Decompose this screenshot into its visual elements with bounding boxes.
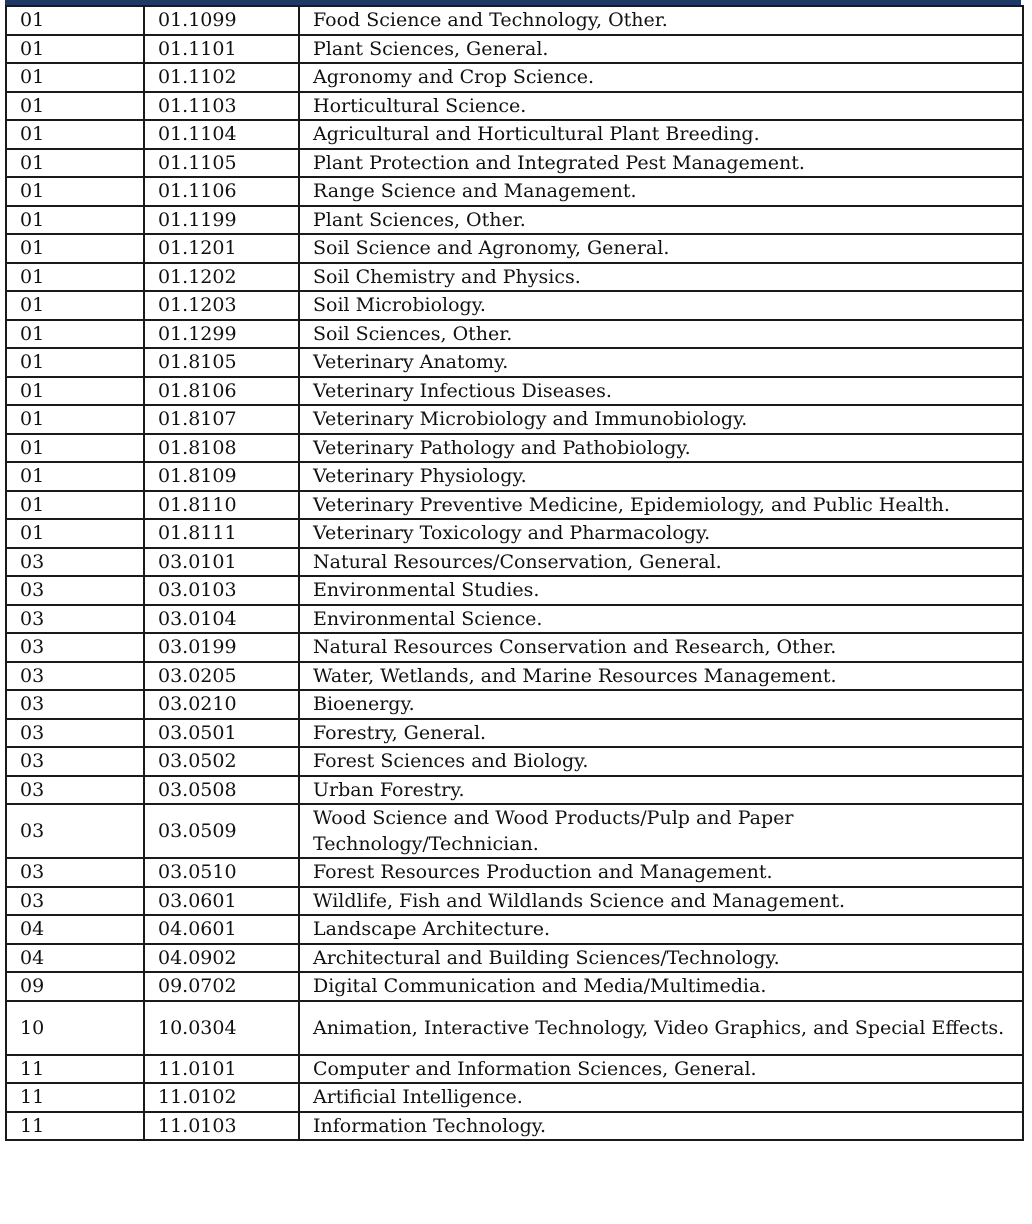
table-row [6, 690, 1023, 719]
program-title-cell: Forestry, General. [299, 719, 1023, 748]
cip-code-cell: 01.8108 [144, 434, 299, 463]
series-cell: 03 [6, 548, 144, 577]
program-title-cell: Computer and Information Sciences, General. [299, 1055, 1023, 1084]
cip-code-cell: 01.1106 [144, 177, 299, 206]
table-row [6, 234, 1023, 263]
series-cell: 01 [6, 263, 144, 292]
series-cell: 03 [6, 719, 144, 748]
series-cell: 03 [6, 858, 144, 887]
cip-code-cell: 03.0510 [144, 858, 299, 887]
cip-code-cell: 01.8111 [144, 519, 299, 548]
series-cell: 03 [6, 605, 144, 634]
program-title-cell: Animation, Interactive Technology, Video Graphics, and Special Effects. [299, 1001, 1023, 1055]
cip-code-cell: 01.1199 [144, 206, 299, 235]
cip-code-cell: 04.0902 [144, 944, 299, 973]
series-cell: 03 [6, 804, 144, 858]
cip-code-cell: 01.1103 [144, 92, 299, 121]
program-title-cell: Agronomy and Crop Science. [299, 63, 1023, 92]
series-cell: 01 [6, 92, 144, 121]
cip-code-cell: 01.1104 [144, 120, 299, 149]
cip-code-cell: 11.0102 [144, 1083, 299, 1112]
table-row [6, 804, 1023, 858]
table-row [6, 605, 1023, 634]
table-row [6, 6, 1023, 35]
program-title-cell: Forest Resources Production and Management. [299, 858, 1023, 887]
program-title-cell: Urban Forestry. [299, 776, 1023, 805]
program-title-cell: Natural Resources Conservation and Research, Other. [299, 633, 1023, 662]
series-cell: 11 [6, 1083, 144, 1112]
program-title-cell: Agricultural and Horticultural Plant Breeding. [299, 120, 1023, 149]
series-cell: 03 [6, 776, 144, 805]
program-title-cell: Forest Sciences and Biology. [299, 747, 1023, 776]
table-row [6, 887, 1023, 916]
cip-code-cell: 03.0104 [144, 605, 299, 634]
program-title-cell: Wood Science and Wood Products/Pulp and Paper Technology/Technician. [299, 804, 1023, 858]
cip-code-table [5, 5, 1024, 1141]
table-row [6, 63, 1023, 92]
table-row [6, 747, 1023, 776]
table-row [6, 548, 1023, 577]
program-title-cell: Plant Sciences, Other. [299, 206, 1023, 235]
cip-code-cell: 03.0205 [144, 662, 299, 691]
program-title-cell: Artificial Intelligence. [299, 1083, 1023, 1112]
program-title-cell: Information Technology. [299, 1112, 1023, 1141]
series-cell: 10 [6, 1001, 144, 1055]
table-row [6, 405, 1023, 434]
table-row [6, 462, 1023, 491]
table-row [6, 320, 1023, 349]
cip-code-cell: 01.1202 [144, 263, 299, 292]
cip-code-cell: 01.1105 [144, 149, 299, 178]
cip-code-cell: 03.0508 [144, 776, 299, 805]
series-cell: 01 [6, 177, 144, 206]
program-title-cell: Soil Chemistry and Physics. [299, 263, 1023, 292]
table-row [6, 1112, 1023, 1141]
cip-code-cell: 01.8109 [144, 462, 299, 491]
table-row [6, 35, 1023, 64]
program-title-cell: Environmental Science. [299, 605, 1023, 634]
program-title-cell: Natural Resources/Conservation, General. [299, 548, 1023, 577]
table-row [6, 858, 1023, 887]
program-title-cell: Veterinary Toxicology and Pharmacology. [299, 519, 1023, 548]
table-row [6, 662, 1023, 691]
series-cell: 03 [6, 633, 144, 662]
cip-code-cell: 01.1299 [144, 320, 299, 349]
cip-code-cell: 01.1203 [144, 291, 299, 320]
series-cell: 03 [6, 887, 144, 916]
series-cell: 01 [6, 434, 144, 463]
series-cell: 04 [6, 944, 144, 973]
series-cell: 01 [6, 63, 144, 92]
series-cell: 01 [6, 291, 144, 320]
cip-code-cell: 03.0101 [144, 548, 299, 577]
series-cell: 01 [6, 234, 144, 263]
series-cell: 01 [6, 120, 144, 149]
cip-code-cell: 01.1101 [144, 35, 299, 64]
series-cell: 01 [6, 149, 144, 178]
series-cell: 03 [6, 690, 144, 719]
program-title-cell: Veterinary Microbiology and Immunobiology. [299, 405, 1023, 434]
cip-code-cell: 01.1102 [144, 63, 299, 92]
series-cell: 01 [6, 405, 144, 434]
table-row [6, 633, 1023, 662]
cip-code-cell: 11.0101 [144, 1055, 299, 1084]
program-title-cell: Soil Science and Agronomy, General. [299, 234, 1023, 263]
program-title-cell: Plant Sciences, General. [299, 35, 1023, 64]
series-cell: 11 [6, 1055, 144, 1084]
program-title-cell: Veterinary Infectious Diseases. [299, 377, 1023, 406]
program-title-cell: Veterinary Pathology and Pathobiology. [299, 434, 1023, 463]
program-title-cell: Digital Communication and Media/Multimedia. [299, 972, 1023, 1001]
program-title-cell: Environmental Studies. [299, 576, 1023, 605]
table-body [6, 6, 1023, 1140]
table-row [6, 519, 1023, 548]
cip-code-cell: 01.8107 [144, 405, 299, 434]
cip-code-cell: 03.0210 [144, 690, 299, 719]
table-row [6, 576, 1023, 605]
table-row [6, 177, 1023, 206]
cip-code-cell: 03.0501 [144, 719, 299, 748]
series-cell: 03 [6, 747, 144, 776]
series-cell: 01 [6, 348, 144, 377]
series-cell: 11 [6, 1112, 144, 1141]
program-title-cell: Veterinary Anatomy. [299, 348, 1023, 377]
table-row [6, 291, 1023, 320]
cip-code-cell: 01.1099 [144, 6, 299, 35]
program-title-cell: Soil Sciences, Other. [299, 320, 1023, 349]
table-row [6, 776, 1023, 805]
program-title-cell: Plant Protection and Integrated Pest Management. [299, 149, 1023, 178]
series-cell: 01 [6, 6, 144, 35]
series-cell: 01 [6, 320, 144, 349]
table-row [6, 434, 1023, 463]
series-cell: 01 [6, 206, 144, 235]
cip-code-cell: 11.0103 [144, 1112, 299, 1141]
cip-code-cell: 09.0702 [144, 972, 299, 1001]
cip-code-cell: 03.0601 [144, 887, 299, 916]
table-row [6, 377, 1023, 406]
series-cell: 04 [6, 915, 144, 944]
cip-code-cell: 03.0199 [144, 633, 299, 662]
table-row [6, 1055, 1023, 1084]
table-row [6, 1083, 1023, 1112]
table-row [6, 206, 1023, 235]
cip-code-cell: 10.0304 [144, 1001, 299, 1055]
cip-code-cell: 01.8106 [144, 377, 299, 406]
program-title-cell: Landscape Architecture. [299, 915, 1023, 944]
table-row [6, 491, 1023, 520]
cip-code-cell: 01.1201 [144, 234, 299, 263]
program-title-cell: Veterinary Preventive Medicine, Epidemiology, and Public Health. [299, 491, 1023, 520]
cip-code-cell: 01.8110 [144, 491, 299, 520]
series-cell: 01 [6, 377, 144, 406]
table-row [6, 1001, 1023, 1055]
program-title-cell: Food Science and Technology, Other. [299, 6, 1023, 35]
table-row [6, 915, 1023, 944]
series-cell: 03 [6, 662, 144, 691]
series-cell: 03 [6, 576, 144, 605]
table-row [6, 972, 1023, 1001]
series-cell: 01 [6, 35, 144, 64]
series-cell: 01 [6, 519, 144, 548]
series-cell: 09 [6, 972, 144, 1001]
series-cell: 01 [6, 462, 144, 491]
cip-code-cell: 03.0502 [144, 747, 299, 776]
table-row [6, 719, 1023, 748]
program-title-cell: Architectural and Building Sciences/Technology. [299, 944, 1023, 973]
table-row [6, 92, 1023, 121]
cip-code-cell: 03.0509 [144, 804, 299, 858]
program-title-cell: Horticultural Science. [299, 92, 1023, 121]
table-row [6, 944, 1023, 973]
program-title-cell: Wildlife, Fish and Wildlands Science and Management. [299, 887, 1023, 916]
program-title-cell: Soil Microbiology. [299, 291, 1023, 320]
program-title-cell: Water, Wetlands, and Marine Resources Management. [299, 662, 1023, 691]
program-title-cell: Range Science and Management. [299, 177, 1023, 206]
program-title-cell: Veterinary Physiology. [299, 462, 1023, 491]
table-row [6, 120, 1023, 149]
cip-code-cell: 01.8105 [144, 348, 299, 377]
table-row [6, 263, 1023, 292]
table-row [6, 149, 1023, 178]
cip-code-cell: 04.0601 [144, 915, 299, 944]
table-row [6, 348, 1023, 377]
program-title-cell: Bioenergy. [299, 690, 1023, 719]
series-cell: 01 [6, 491, 144, 520]
cip-code-cell: 03.0103 [144, 576, 299, 605]
